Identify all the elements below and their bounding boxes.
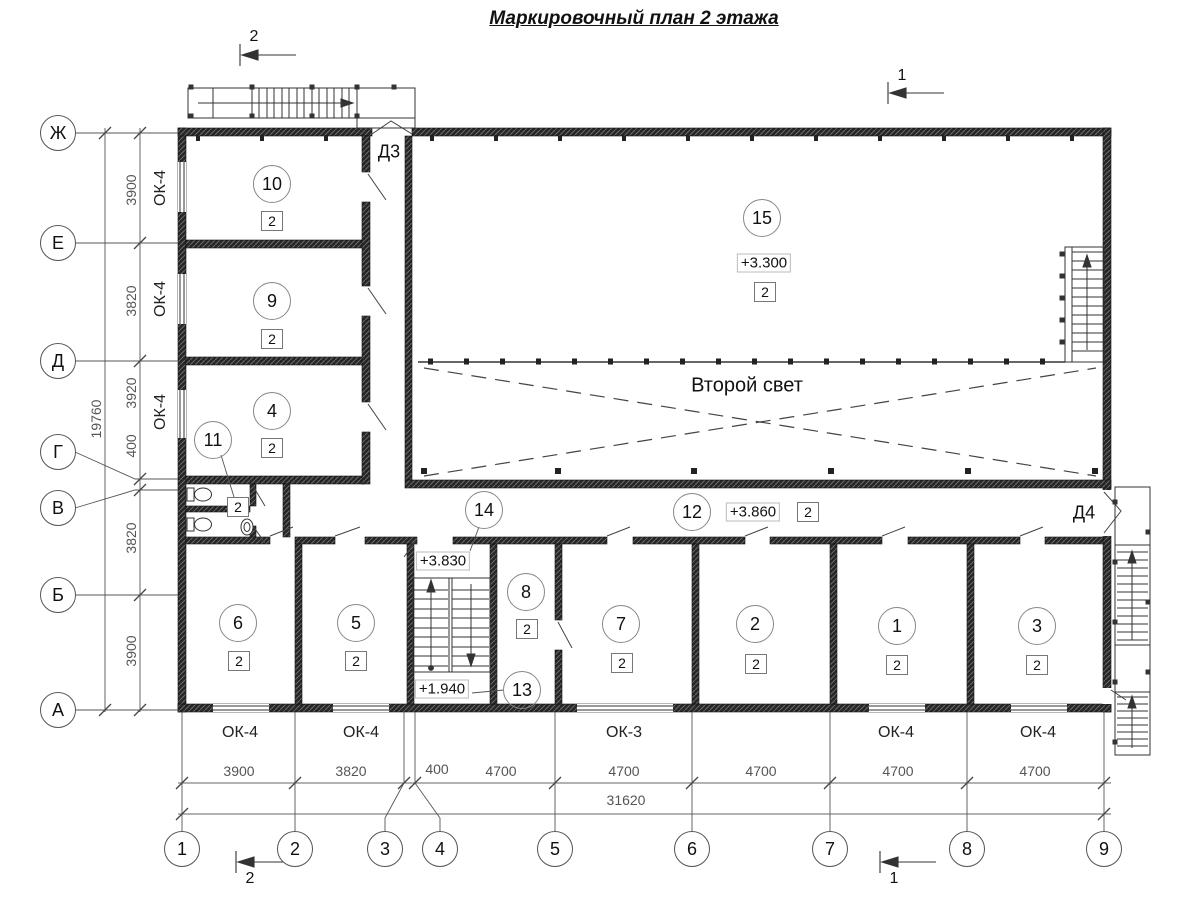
room-cat-4: 2 [261, 438, 283, 458]
dim-left-4: 400 [123, 434, 139, 458]
axis-row-d: Д [40, 343, 76, 379]
window-mark-left-1: ОК-4 [152, 170, 169, 206]
axis-col-8: 8 [949, 831, 985, 867]
section-mark-top-left: 2 [249, 28, 259, 45]
stairs-central [413, 578, 490, 672]
room-cat-1: 2 [886, 655, 908, 675]
section-markers [236, 44, 944, 873]
room-cat-8: 2 [516, 619, 538, 639]
stairs-right-external [1113, 487, 1150, 755]
dim-bottom-3: 400 [425, 761, 449, 777]
elevation-13: +1.940 [415, 680, 469, 699]
room-cat-7: 2 [611, 653, 633, 673]
elevation-12: +3.860 [726, 503, 780, 522]
room-cat-9: 2 [261, 329, 283, 349]
axis-row-v: В [40, 490, 76, 526]
room-cat-6: 2 [228, 651, 250, 671]
room-cat-5: 2 [345, 651, 367, 671]
drawing-title: Маркировочный план 2 этажа [489, 8, 779, 29]
room-circle-11: 11 [194, 421, 232, 459]
axis-row-g: Г [40, 434, 76, 470]
stairs-hall [1060, 247, 1104, 362]
axis-col-4: 4 [422, 831, 458, 867]
room-circle-7: 7 [602, 605, 640, 643]
room-circle-8: 8 [507, 573, 545, 611]
room-cat-2: 2 [745, 654, 767, 674]
dim-bottom-8: 4700 [1019, 763, 1051, 779]
window-mark-bottom-5: ОК-4 [1020, 724, 1056, 741]
dim-left-6: 3900 [123, 635, 139, 667]
axis-row-e: Е [40, 225, 76, 261]
room-cat-15: 2 [754, 282, 776, 302]
room-circle-12: 12 [673, 493, 711, 531]
dim-bottom-2: 3820 [335, 763, 367, 779]
room-circle-10: 10 [253, 165, 291, 203]
room-cat-11: 2 [227, 497, 249, 517]
room-circle-3: 3 [1018, 607, 1056, 645]
section-mark-bottom-left: 2 [245, 870, 255, 887]
window-mark-bottom-4: ОК-4 [878, 724, 914, 741]
dim-bottom-6: 4700 [745, 763, 777, 779]
window-mark-bottom-2: ОК-4 [343, 724, 379, 741]
dim-left-total: 19760 [88, 399, 104, 439]
room-circle-6: 6 [219, 604, 257, 642]
dim-left-5: 3820 [123, 522, 139, 554]
elevation-15: +3.300 [737, 254, 791, 273]
dim-left-2: 3820 [123, 285, 139, 317]
window-mark-bottom-1: ОК-4 [222, 724, 258, 741]
dimension-ticks [99, 127, 1110, 820]
room-circle-15: 15 [743, 199, 781, 237]
axis-col-9: 9 [1086, 831, 1122, 867]
window-mark-left-3: ОК-4 [152, 394, 169, 430]
room-circle-5: 5 [337, 604, 375, 642]
dim-bottom-7: 4700 [882, 763, 914, 779]
axis-col-1: 1 [164, 831, 200, 867]
section-mark-top-right: 1 [897, 67, 907, 84]
dim-bottom-4: 4700 [485, 763, 517, 779]
axis-col-7: 7 [812, 831, 848, 867]
dim-bottom-total: 31620 [606, 792, 646, 808]
axis-col-5: 5 [537, 831, 573, 867]
room-circle-9: 9 [253, 282, 291, 320]
stairs-top-external [188, 85, 415, 128]
walls [178, 128, 1111, 712]
window-mark-bottom-3: ОК-3 [606, 724, 642, 741]
window-mark-left-2: ОК-4 [152, 281, 169, 317]
room-circle-14: 14 [465, 491, 503, 529]
room-circle-4: 4 [253, 392, 291, 430]
room-cat-3: 2 [1026, 655, 1048, 675]
axis-col-3: 3 [367, 831, 403, 867]
dim-left-3: 3920 [123, 377, 139, 409]
door-mark-d3: Д3 [377, 141, 401, 162]
room-circle-13: 13 [503, 671, 541, 709]
atrium-label: Второй свет [691, 374, 803, 397]
room-circle-2: 2 [736, 605, 774, 643]
axis-row-b: Б [40, 577, 76, 613]
axis-col-6: 6 [674, 831, 710, 867]
elevation-14: +3.830 [416, 552, 470, 571]
axis-col-2: 2 [277, 831, 313, 867]
axis-row-zh: Ж [40, 115, 76, 151]
dim-bottom-5: 4700 [608, 763, 640, 779]
door-mark-d4: Д4 [1072, 502, 1096, 523]
section-mark-bottom-right: 1 [889, 870, 899, 887]
room-circle-1: 1 [878, 607, 916, 645]
axis-row-a: А [40, 692, 76, 728]
room-cat-10: 2 [261, 211, 283, 231]
room-cat-12: 2 [797, 502, 819, 522]
dim-left-1: 3900 [123, 174, 139, 206]
dim-bottom-1: 3900 [223, 763, 255, 779]
